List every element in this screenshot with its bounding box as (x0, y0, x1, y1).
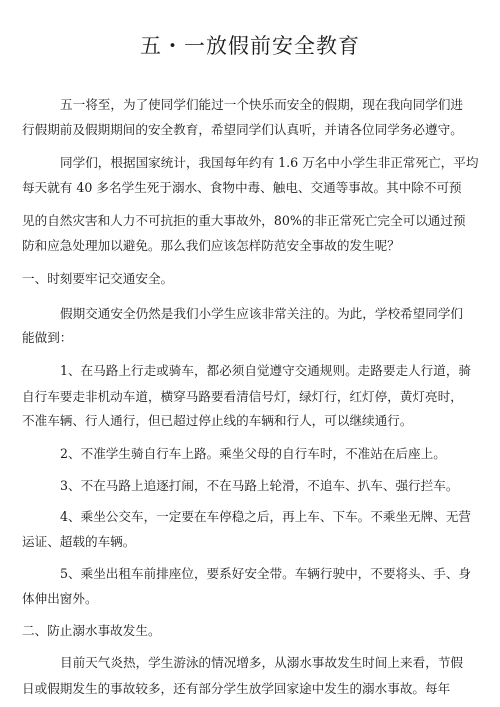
list-item-line: 不准车辆、行人通行，但已超过停止线的车辆和行人，可以继续通行。 (22, 413, 413, 428)
paragraph-line: 每天就有 40 多名学生死于溺水、食物中毒、触电、交通等事故。其中除不可预 (22, 180, 462, 195)
section-heading: 二、防止溺水事故发生。 (22, 623, 161, 638)
list-item-line: 3、不在马路上追逐打闹，不在马路上轮滑，不追车、扒车、强行拦车。 (60, 478, 459, 493)
paragraph-line: 日或假期发生的事故较多，还有部分学生放学回家途中发生的溺水事故。每年 (22, 681, 451, 696)
paragraph-line: 能做到： (22, 330, 73, 345)
paragraph-line: 目前天气炎热，学生游泳的情况增多，从溺水事故发生时间上来看，节假 (60, 655, 463, 670)
document-title: 五・一放假前安全教育 (140, 34, 360, 58)
section-heading: 一、时刻要牢记交通安全。 (22, 271, 174, 286)
list-item-line: 运证、超载的车辆。 (22, 534, 136, 549)
paragraph-line: 行假期前及假期期间的安全教育，希望同学们认真听，并请各位同学务必遵守。 (22, 122, 463, 137)
list-item-line: 1、在马路上行走或骑车，都必须自觉遵守交通规则。走路要走人行道，骑 (60, 363, 472, 378)
paragraph-line: 防和应急处理加以避免。那么我们应该怎样防范安全事故的发生呢？ (22, 238, 400, 253)
list-item-line: 自行车要走非机动车道，横穿马路要看清信号灯，绿灯行，红灯停，黄灯亮时， (22, 389, 463, 404)
paragraph-line: 假期交通安全仍然是我们小学生应该非常关注的。为此，学校希望同学们 (60, 306, 463, 321)
list-item-line: 体伸出窗外。 (22, 591, 98, 606)
list-item-line: 2、不准学生骑自行车上路。乘坐父母的自行车时，不准站在后座上。 (60, 446, 446, 461)
paragraph-line: 见的自然灾害和人力不可抗拒的重大事故外，80%的非正常死亡完全可以通过预 (22, 213, 466, 228)
list-item-line: 4、乘坐公交车，一定要在车停稳之后，再上车、下车。不乘坐无牌、无营 (60, 509, 472, 524)
list-item-line: 5、乘坐出租车前排座位，要系好安全带。车辆行驶中，不要将头、手、身 (60, 566, 472, 581)
paragraph-line: 同学们，根据国家统计，我国每年约有 1.6 万名中小学生非正常死亡，平均 (60, 155, 479, 170)
paragraph-line: 五一将至，为了使同学们能过一个快乐而安全的假期，现在我向同学们进 (60, 97, 463, 112)
